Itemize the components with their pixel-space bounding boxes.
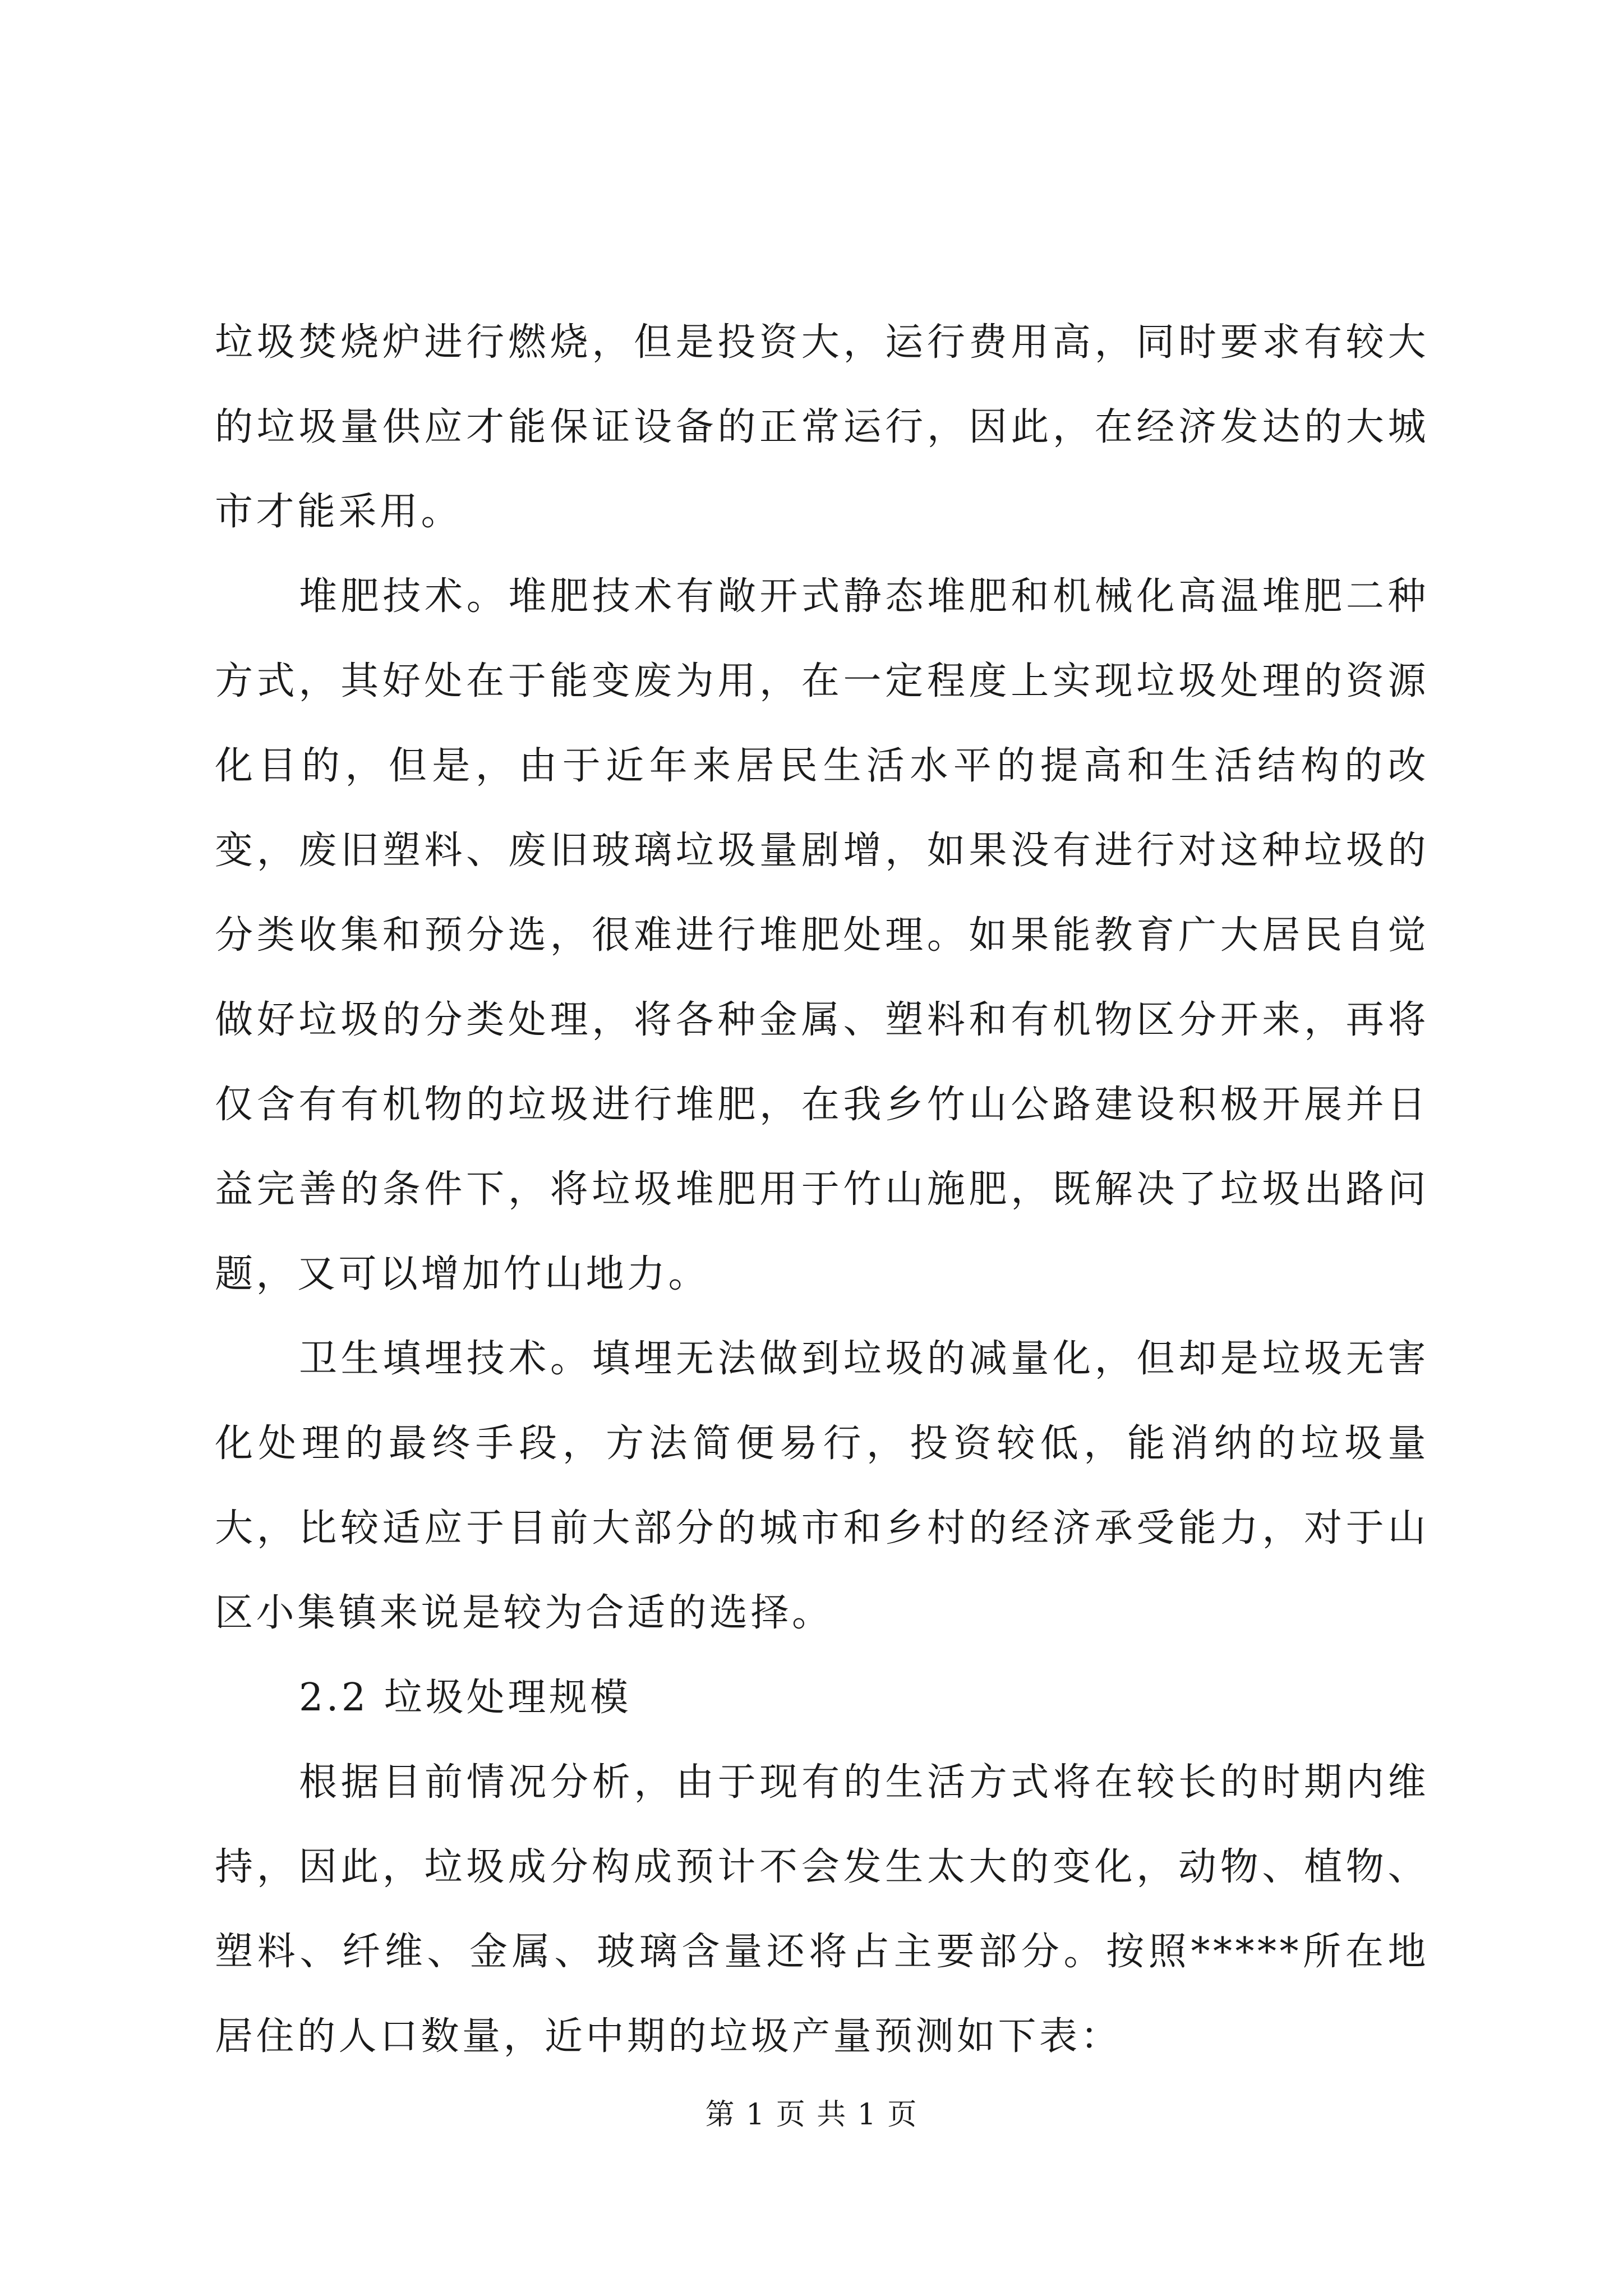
paragraph-landfill: 卫生填埋技术。填埋无法做到垃圾的减量化，但却是垃圾无害化处理的最终手段，方法简便易行，投资较低，能消纳的垃圾量大，比较适应于目前大部分的城市和乡村的经济承受能力，对于山区小集镇来说是较为合适的选择。 [215,1337,1429,1635]
paragraph-waste-forecast: 根据目前情况分析，由于现有的生活方式将在较长的时期内维持，因此，垃圾成分构成预计不会发生太大的变化，动物、植物、塑料、纤维、金属、玻璃含量还将占主要部分。按照*****所在地居住的人口数量，近中期的垃圾产量预测如下表： [215,1760,1429,2059]
document-body [215,300,1429,2079]
paragraph-incineration-continued: 垃圾焚烧炉进行燃烧，但是投资大，运行费用高，同时要求有较大的垃圾量供应才能保证设备的正常运行，因此，在经济发达的大城市才能采用。 [215,320,1429,534]
section-heading-waste-scale: 2.2 垃圾处理规模 [299,1676,631,1720]
page-footer: 第 1 页 共 1 页 [705,2098,918,2132]
paragraph-composting: 堆肥技术。堆肥技术有敞开式静态堆肥和机械化高温堆肥二种方式，其好处在于能变废为用，在一定程度上实现垃圾处理的资源化目的，但是，由于近年来居民生活水平的提高和生活结构的改变，废旧塑料、废旧玻璃垃圾量剧增，如果没有进行对这种垃圾的分类收集和预分选，很难进行堆肥处理。如果能教育广大居民自觉做好垃圾的分类处理，将各种金属、塑料和有机物区分开来，再将仅含有有机物的垃圾进行堆肥，在我乡竹山公路建设积极开展并日益完善的条件下，将垃圾堆肥用于竹山施肥，既解决了垃圾出路问题，又可以增加竹山地力。 [215,574,1429,1296]
